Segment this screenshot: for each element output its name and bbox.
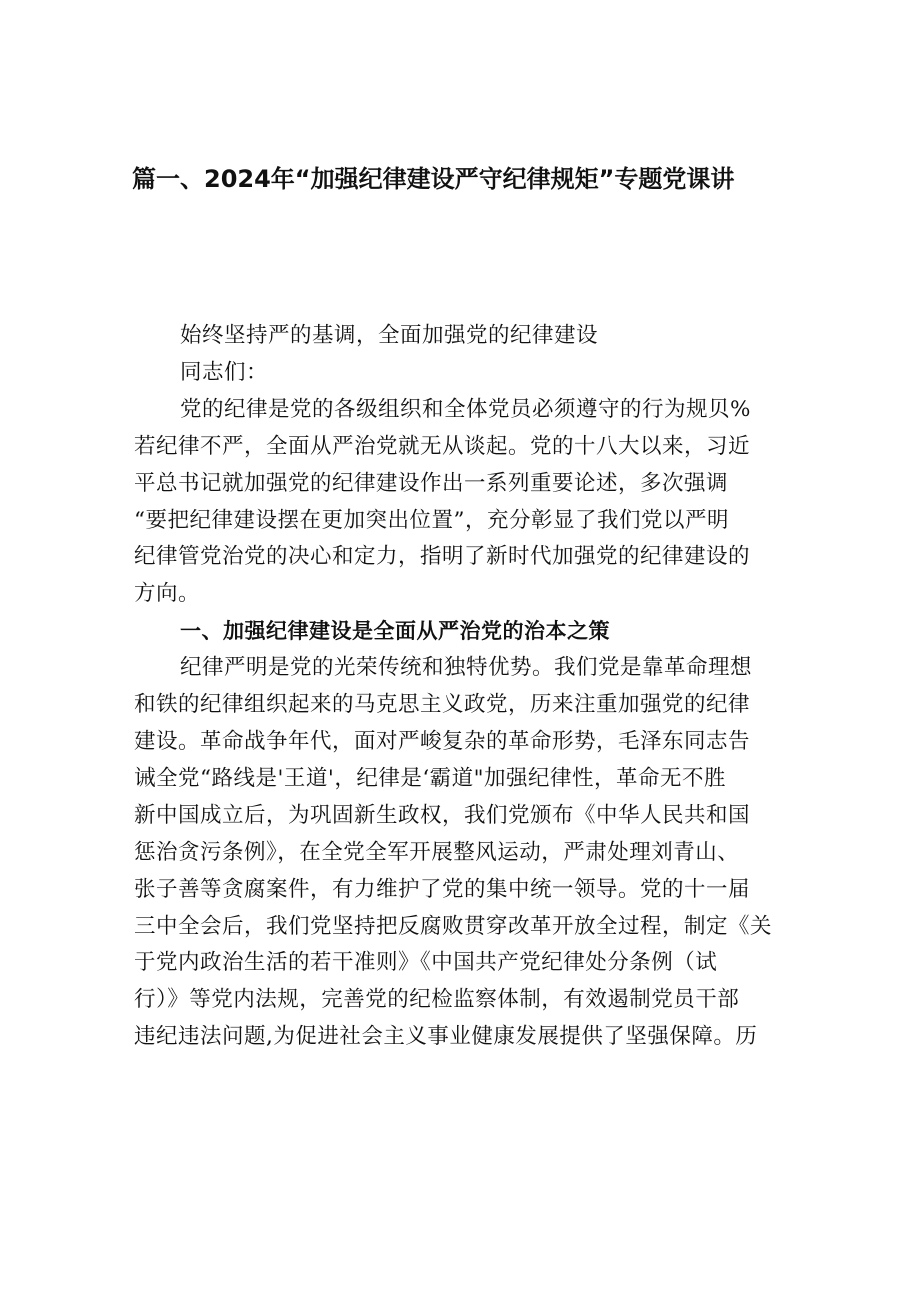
lecture-subtitle: 始终坚持严的基调，全面加强党的纪律建设: [180, 323, 599, 348]
paragraph-2-line-9: 于党内政治生活的若干准则》《中国共产党纪律处分条例（试: [134, 950, 718, 976]
paragraph-2-line-11: 违纪违法问题,为促进社会主义事业健康发展提供了坚强保障。历: [134, 1024, 758, 1050]
paragraph-1-line-1: 党的纪律是党的各级组织和全体党员必须遵守的行为规贝%: [180, 396, 751, 422]
paragraph-2-line-7: 张子善等贪腐案件，有力维护了党的集中统一领导。党的十一届: [134, 876, 751, 902]
document-body: [134, 318, 800, 1056]
paragraph-2-line-5: 新中国成立后，为巩固新生政权，我们党颁布《中华人民共和国: [134, 802, 751, 828]
paragraph-2-line-6: 惩治贪污条例》，在全党全军开展整风运动，严肃处理刘青山、: [134, 839, 740, 865]
paragraph-2-line-3: 建设。革命战争年代，面对严峻复杂的革命形势，毛泽东同志告: [134, 728, 751, 754]
paragraph-1-line-6: 方向。: [134, 581, 201, 607]
salutation: 同志们：: [180, 359, 269, 385]
document-title: 篇一、2024年“加强纪律建设严守纪律规矩”专题党课讲: [132, 165, 735, 193]
paragraph-2-line-1: 纪律严明是党的光荣传统和独特优势。我们党是靠革命理想: [180, 655, 753, 681]
paragraph-2-line-10: 行）》等党内法规，完善党的纪检监察体制，有效遏制党员干部: [134, 987, 740, 1013]
paragraph-1-line-2: 若纪律不严，全面从严治党就无从谈起。党的十八大以来，习近: [134, 433, 751, 459]
paragraph-2-line-2: 和铁的纪律组织起来的马克思主义政党，历来注重加强党的纪律: [134, 692, 751, 718]
paragraph-1-line-4: “要把纪律建设摆在更加突出位置”，充分彰显了我们党以严明: [134, 507, 729, 533]
section-heading-1: 一、加强纪律建设是全面从严治党的治本之策: [180, 619, 610, 644]
paragraph-2-line-8: 三中全会后，我们党坚持把反腐败贯穿改革开放全过程，制定《关: [134, 913, 773, 939]
paragraph-1-line-5: 纪律管党治党的决心和定力，指明了新时代加强党的纪律建设的: [134, 544, 751, 570]
paragraph-2-line-4: 诫全党“路线是'王道'，纪律是‘霸道"加强纪律性，革命无不胜: [134, 765, 727, 791]
paragraph-1-line-3: 平总书记就加强党的纪律建设作出一系列重要论述，多次强调: [134, 470, 729, 496]
